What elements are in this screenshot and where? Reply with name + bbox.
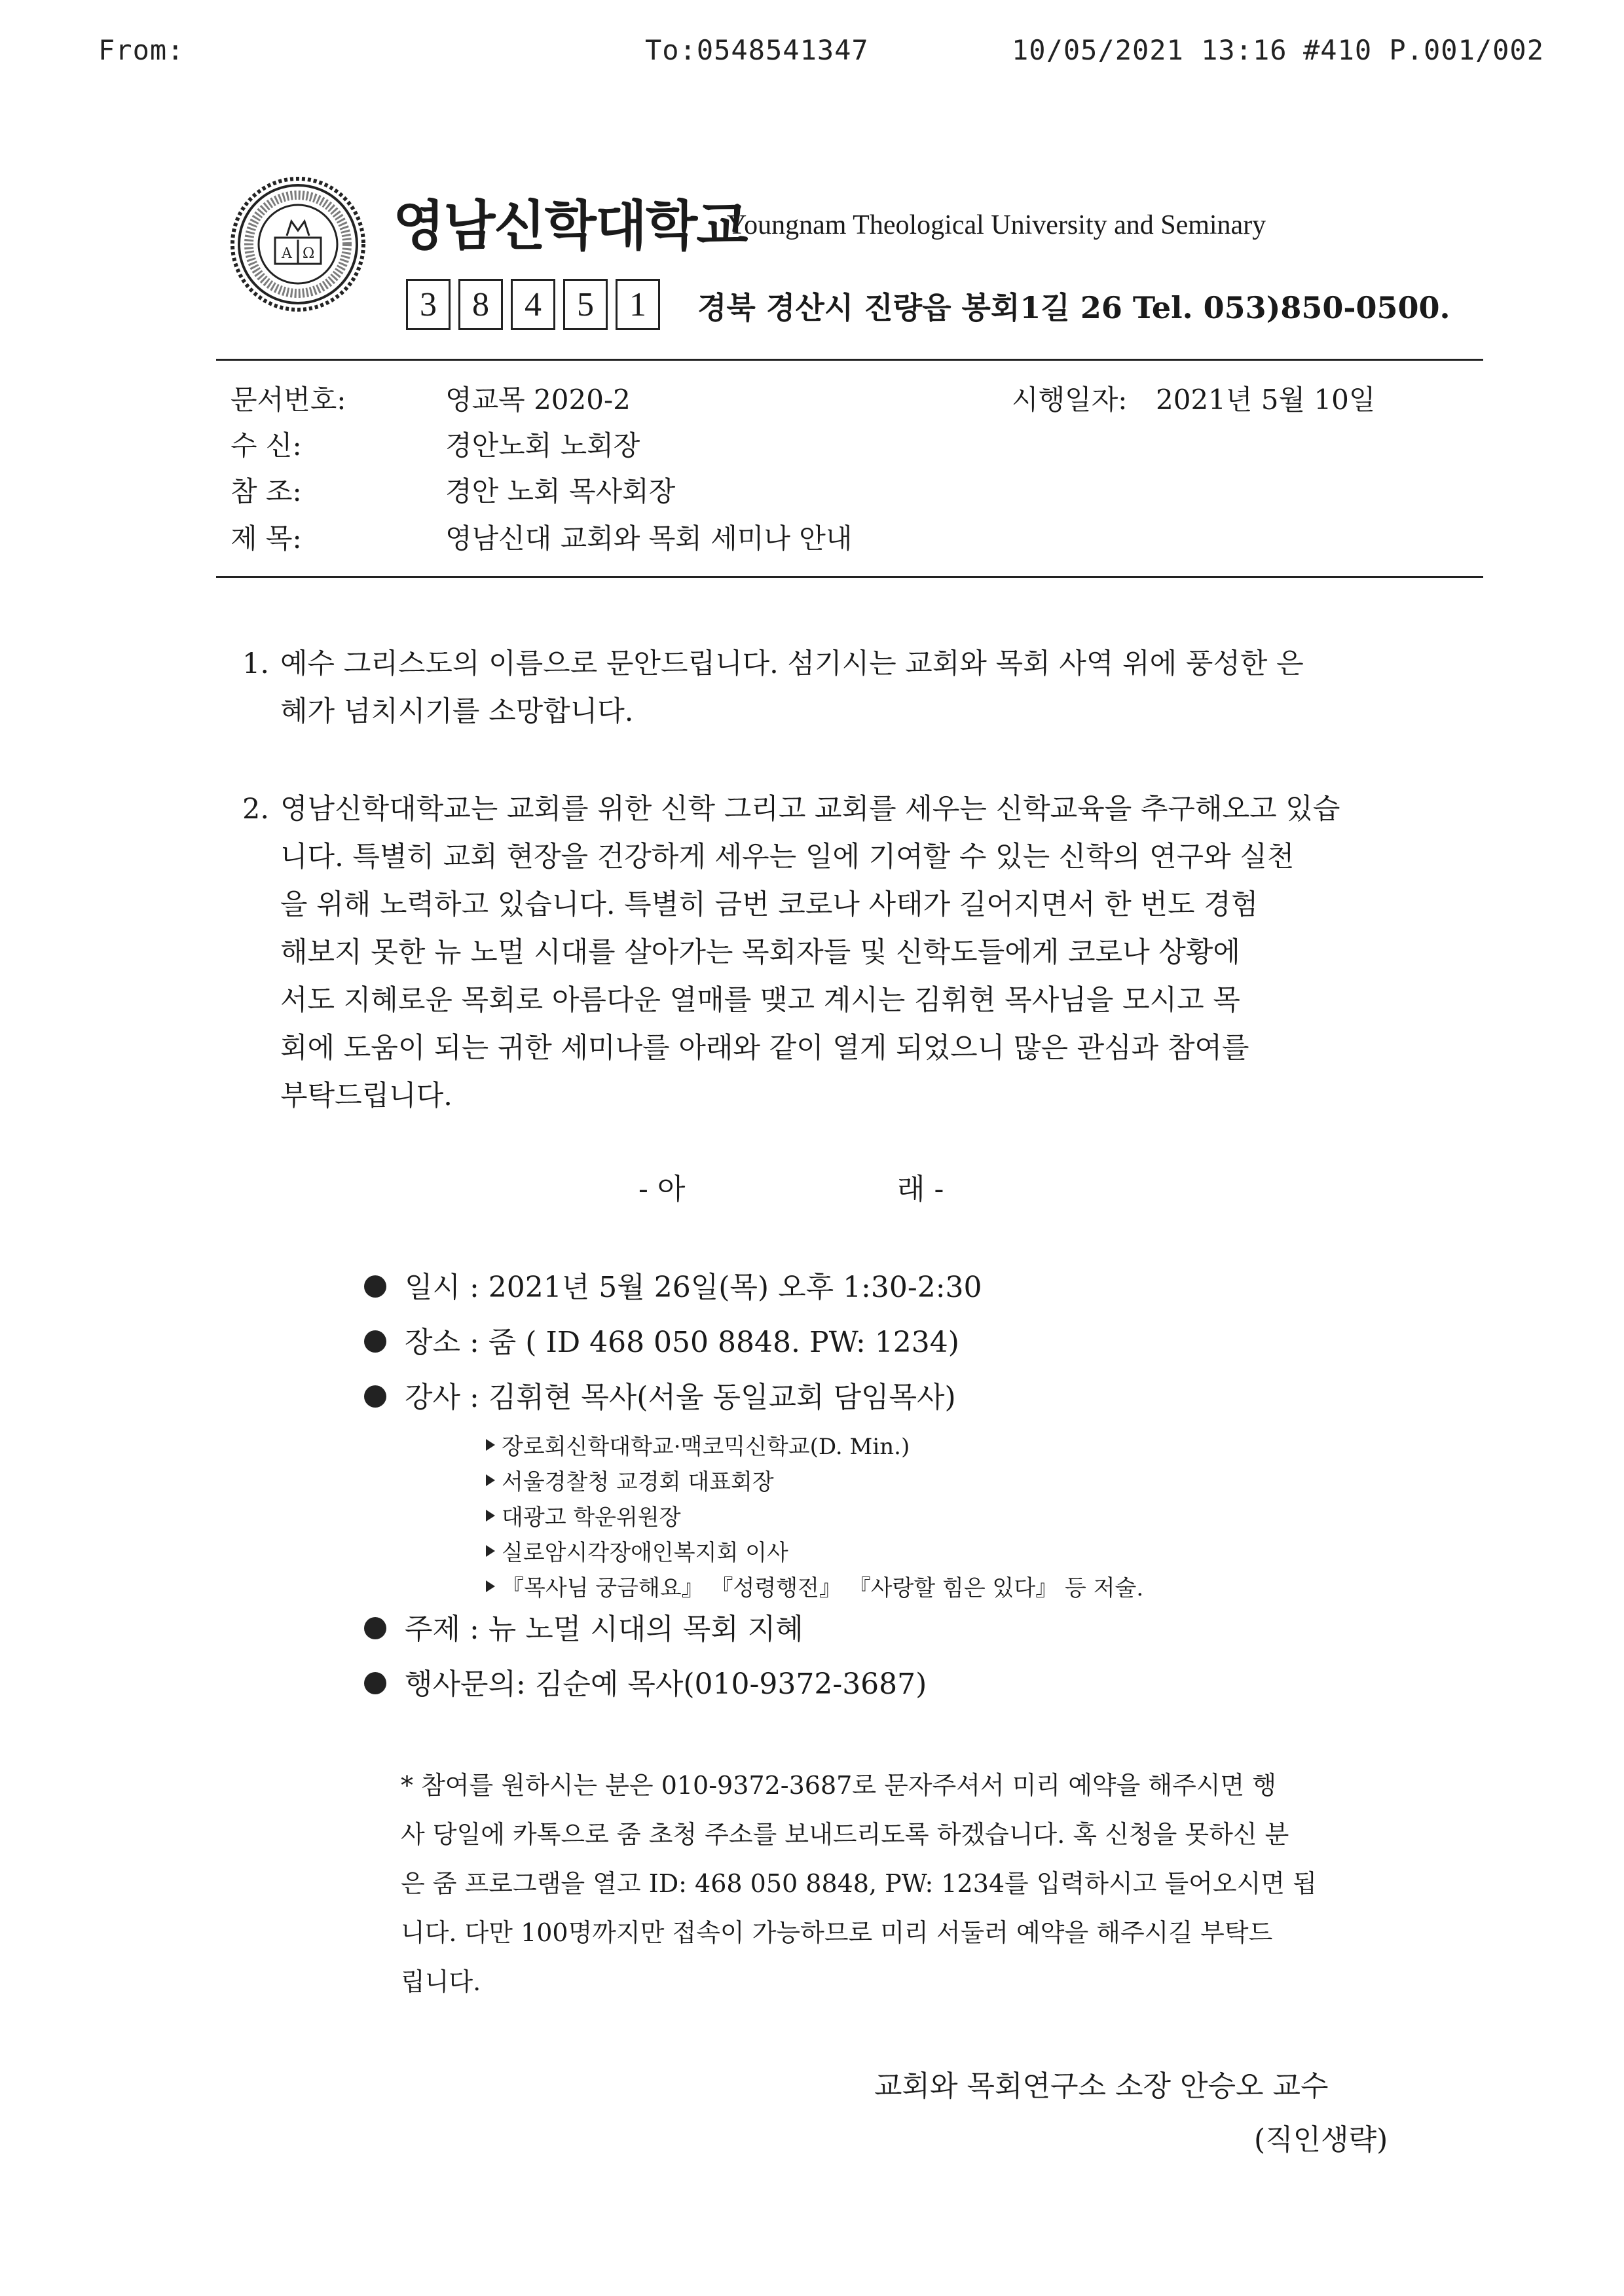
- bullet-icon: [364, 1617, 386, 1639]
- section-heading-right: 래 -: [897, 1173, 944, 1206]
- triangle-bullet-icon: [486, 1580, 495, 1592]
- paragraph-line: 을 위해 노력하고 있습니다. 특별히 금번 코로나 사태가 길어지면서 한 번도 경험: [280, 888, 1259, 921]
- address: 경북 경산시 진량읍 봉회1길 26 Tel. 053)850-0500.: [697, 290, 1450, 325]
- postal-digit: 1: [616, 279, 660, 330]
- event-time: 일시 : 2021년 5월 26일(목) 오후 1:30-2:30: [405, 1271, 982, 1304]
- fax-page: #410 P.001/002: [1303, 34, 1545, 66]
- bullet-icon: [364, 1672, 386, 1694]
- issue-date-label: 시행일자:: [1012, 384, 1128, 416]
- reference: 경안 노회 목사회장: [445, 475, 676, 507]
- postal-digit: 3: [406, 279, 451, 330]
- university-seal-icon: [229, 175, 367, 313]
- paragraph-line: 예수 그리스도의 이름으로 문안드립니다. 섬기시는 교회와 목회 사역 위에 풍성한 은: [280, 647, 1304, 680]
- bullet-icon: [364, 1275, 386, 1298]
- paragraph-number: 2.: [242, 793, 270, 826]
- paragraph-line: 서도 지혜로운 목회로 아름다운 열매를 맺고 계시는 김휘현 목사님을 모시고 목: [280, 984, 1240, 1017]
- speaker-bio-item: [486, 1429, 910, 1461]
- paragraph-line: 혜가 넘치시기를 소망합니다.: [280, 695, 634, 728]
- subject-label: 제 목:: [231, 522, 302, 555]
- sender: 교회와 목회연구소 소장 안승오 교수: [874, 2069, 1329, 2103]
- speaker-bio-text: 『목사님 궁금해요』 『성령행전』 『사랑할 힘은 있다』 등 저술.: [502, 1575, 1144, 1601]
- postal-digit: 5: [563, 279, 608, 330]
- paragraph-number: 1.: [242, 647, 270, 680]
- reference-label: 참 조:: [231, 475, 302, 507]
- fax-to: To:0548541347: [645, 34, 869, 66]
- note-line: * 참여를 원하시는 분은 010-9372-3687로 문자주셔서 미리 예약을 해주시면 행: [401, 1771, 1277, 1800]
- fax-datetime: 10/05/2021 13:16: [1012, 34, 1287, 66]
- svg-text:Ω: Ω: [303, 246, 315, 262]
- bullet-icon: [364, 1330, 386, 1353]
- university-name-english: Youngnam Theological University and Seminary: [727, 210, 1266, 240]
- event-theme: 주제 : 뉴 노멀 시대의 목회 지혜: [405, 1613, 803, 1646]
- triangle-bullet-icon: [486, 1474, 495, 1486]
- svg-text:A: A: [282, 246, 292, 262]
- event-speaker: 강사 : 김휘현 목사(서울 동일교회 담임목사): [405, 1381, 956, 1414]
- note-line: 니다. 다만 100명까지만 접속이 가능하므로 미리 서둘러 예약을 해주시길 부탁드: [401, 1918, 1273, 1947]
- note-line: 은 줌 프로그램을 열고 ID: 468 050 8848, PW: 1234를 입력하시고 들어오시면 됩: [401, 1869, 1317, 1898]
- speaker-bio-text: 실로암시각장애인복지회 이사: [502, 1540, 788, 1566]
- postal-digit: 4: [511, 279, 555, 330]
- issue-date: 2021년 5월 10일: [1156, 384, 1376, 416]
- participation-note: [401, 1761, 1416, 2007]
- speaker-bio-item: [486, 1570, 1143, 1602]
- university-name-korean: 영남신학대학교: [393, 195, 747, 257]
- paragraph-line: 회에 도움이 되는 귀한 세미나를 아래와 같이 열게 되었으니 많은 관심과 참여를: [280, 1032, 1249, 1065]
- event-contact: 행사문의: 김순예 목사(010-9372-3687): [405, 1667, 927, 1701]
- fax-from: From:: [98, 34, 185, 66]
- triangle-bullet-icon: [486, 1439, 495, 1451]
- speaker-bio-text: 대광고 학운위원장: [502, 1504, 681, 1531]
- seal-omitted-note: (직인생략): [1254, 2123, 1388, 2157]
- meta-divider: [216, 576, 1483, 578]
- speaker-bio-text: 서울경찰청 교경회 대표회장: [502, 1469, 774, 1495]
- doc-number-label: 문서번호:: [231, 384, 346, 416]
- recipient-label: 수 신:: [231, 429, 302, 462]
- postal-code: [406, 279, 660, 330]
- paragraph-2: [280, 786, 1340, 1120]
- speaker-bio-item: [486, 1535, 788, 1567]
- paragraph-line: 영남신학대학교는 교회를 위한 신학 그리고 교회를 세우는 신학교육을 추구해오고 있습: [280, 793, 1340, 826]
- recipient: 경안노회 노회장: [445, 429, 640, 462]
- header-divider: [216, 359, 1483, 361]
- paragraph-line: 해보지 못한 뉴 노멀 시대를 살아가는 목회자들 및 신학도들에게 코로나 상황에: [280, 936, 1240, 969]
- triangle-bullet-icon: [486, 1545, 495, 1557]
- doc-number: 영교목 2020-2: [445, 384, 631, 416]
- event-place: 장소 : 줌 ( ID 468 050 8848. PW: 1234): [405, 1326, 959, 1359]
- bullet-icon: [364, 1385, 386, 1408]
- paragraph-1: [280, 640, 1304, 736]
- triangle-bullet-icon: [486, 1510, 495, 1522]
- note-line: 립니다.: [401, 1967, 481, 1996]
- speaker-bio-item: [486, 1464, 774, 1496]
- speaker-bio-item: [486, 1499, 681, 1531]
- postal-digit: 8: [458, 279, 503, 330]
- speaker-bio-text: 장로회신학대학교·맥코믹신학교(D. Min.): [502, 1434, 910, 1460]
- paragraph-line: 니다. 특별히 교회 현장을 건강하게 세우는 일에 기여할 수 있는 신학의 연구와 실천: [280, 841, 1295, 873]
- section-heading-left: - 아: [638, 1173, 686, 1206]
- note-line: 사 당일에 카톡으로 줌 초청 주소를 보내드리도록 하겠습니다. 혹 신청을 못하신 분: [401, 1820, 1289, 1849]
- paragraph-line: 부탁드립니다.: [280, 1080, 452, 1112]
- subject: 영남신대 교회와 목회 세미나 안내: [445, 522, 853, 555]
